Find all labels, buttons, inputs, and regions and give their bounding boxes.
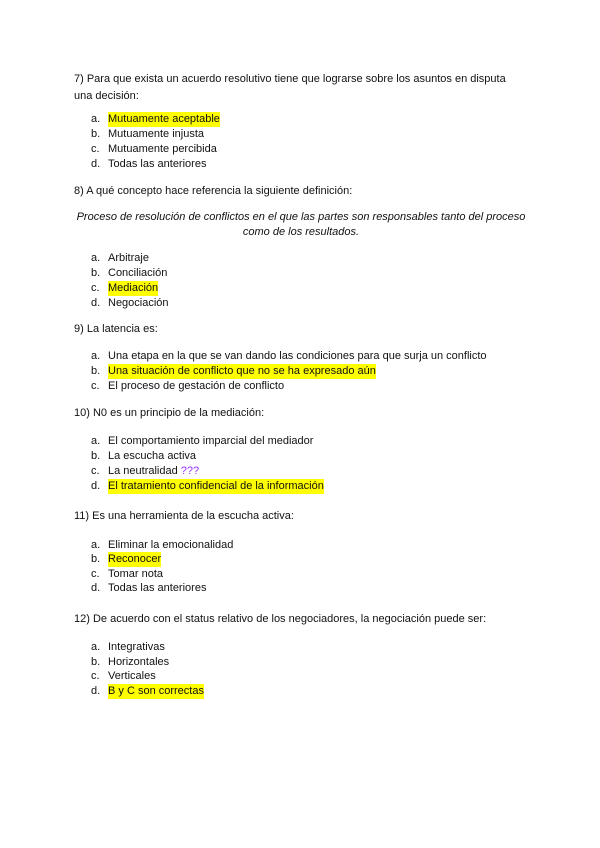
option-letter: a.: [91, 113, 101, 125]
option-letter: b.: [91, 656, 101, 668]
option-text: El tratamiento confidencial de la información: [108, 480, 324, 492]
option-text: Tomar nota: [108, 568, 164, 580]
question-9: [74, 321, 524, 338]
option-letter: b.: [91, 553, 101, 565]
question-12: [74, 611, 524, 628]
option: [91, 379, 284, 394]
option-text: Conciliación: [108, 267, 168, 279]
option-letter: c.: [91, 670, 100, 682]
question-11: [74, 508, 524, 525]
option-text: Mutuamente injusta: [108, 128, 204, 140]
option: [91, 266, 167, 281]
option-letter: c.: [91, 143, 100, 155]
option-letter: a.: [91, 641, 101, 653]
option-text: Verticales: [108, 670, 156, 682]
option: [91, 127, 204, 142]
option-text: Una situación de conflicto que no se ha expresado aún: [108, 365, 376, 377]
option-text: Reconocer: [108, 553, 162, 565]
option-text: Integrativas: [108, 641, 165, 653]
option: [91, 296, 169, 311]
option-text: El comportamiento imparcial del mediador: [108, 435, 314, 447]
option: [91, 655, 169, 670]
option: [91, 538, 233, 553]
question-10: [74, 405, 524, 422]
option: [91, 552, 161, 567]
question-text: 8) A qué concepto hace referencia la siguiente definición:: [74, 185, 353, 197]
option-text: Mutuamente aceptable: [108, 113, 220, 125]
question-text: 12) De acuerdo con el status relativo de los negociadores, la negociación puede ser:: [74, 613, 487, 625]
option-letter: c.: [91, 380, 100, 392]
uncertain-note: ???: [180, 465, 200, 477]
definition-quote: Proceso de resolución de conflictos en el que las partes son responsables tanto del proceso como de los resultados.: [76, 211, 526, 238]
option-letter: b.: [91, 365, 101, 377]
option-letter: d.: [91, 582, 101, 594]
option-letter: a.: [91, 252, 101, 264]
option-text: El proceso de gestación de conflicto: [108, 380, 285, 392]
question-text: 11) Es una herramienta de la escucha activa:: [74, 510, 294, 522]
option-text: Una etapa en la que se van dando las condiciones para que surja un conflicto: [108, 350, 487, 362]
option: [91, 449, 196, 464]
option-text: Mediación: [108, 282, 159, 294]
question-8: [74, 183, 524, 200]
option-letter: b.: [91, 128, 101, 140]
question-text: 7) Para que exista un acuerdo resolutivo tiene que lograrse sobre los asuntos en disputa una decisión:: [74, 73, 506, 102]
question-7: [74, 71, 524, 105]
option-text: Mutuamente percibida: [108, 143, 217, 155]
option-letter: a.: [91, 539, 101, 551]
option: [91, 157, 206, 172]
option: [91, 581, 206, 596]
option-letter: d.: [91, 480, 101, 492]
option: [91, 251, 149, 266]
option-letter: b.: [91, 450, 101, 462]
option: [91, 479, 324, 494]
option-letter: b.: [91, 267, 101, 279]
option-text: Negociación: [108, 297, 169, 309]
option: [91, 349, 487, 364]
option-text: Horizontales: [108, 656, 170, 668]
option-letter: c.: [91, 465, 100, 477]
option-text: B y C son correctas: [108, 685, 204, 697]
option-letter: d.: [91, 158, 101, 170]
option-text: Eliminar la emocionalidad: [108, 539, 234, 551]
option-text: La neutralidad: [108, 465, 178, 477]
option-letter: c.: [91, 568, 100, 580]
question-text: 9) La latencia es:: [74, 323, 158, 335]
option: [91, 669, 156, 684]
option-letter: a.: [91, 350, 101, 362]
option-text: Todas las anteriores: [108, 158, 207, 170]
option: [91, 434, 313, 449]
option-text: Todas las anteriores: [108, 582, 207, 594]
option: [91, 364, 376, 379]
option: [91, 464, 199, 479]
option-letter: c.: [91, 282, 100, 294]
question-text: 10) N0 es un principio de la mediación:: [74, 407, 265, 419]
option-text: Arbitraje: [108, 252, 149, 264]
option: [91, 567, 163, 582]
option: [91, 281, 158, 296]
option: [91, 684, 204, 699]
option-letter: a.: [91, 435, 101, 447]
option-letter: d.: [91, 685, 101, 697]
option: [91, 640, 165, 655]
option-text: La escucha activa: [108, 450, 197, 462]
option-letter: d.: [91, 297, 101, 309]
option: [91, 142, 217, 157]
option: [91, 112, 220, 127]
